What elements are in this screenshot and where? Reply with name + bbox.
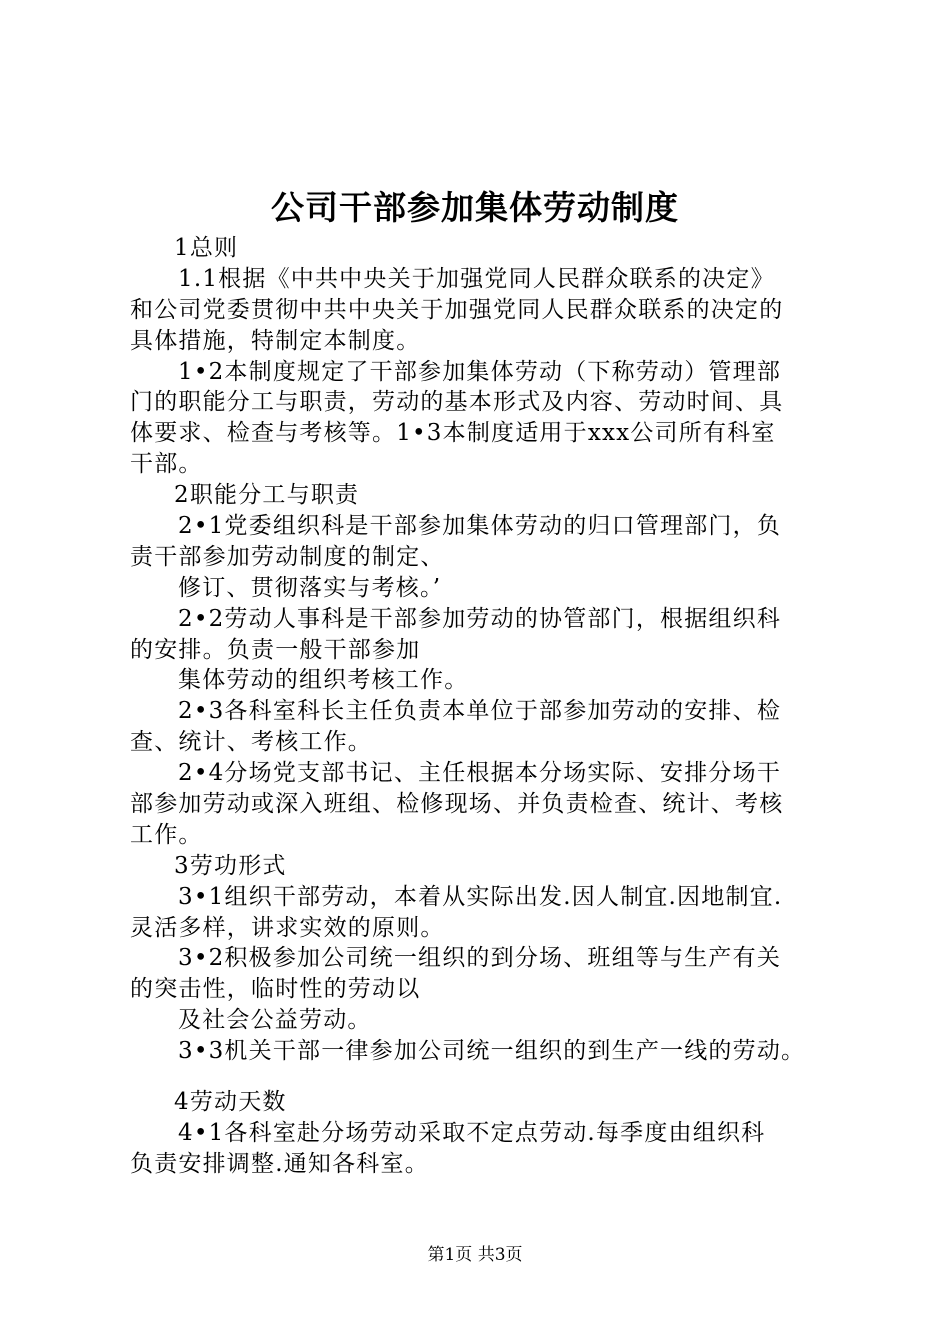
paragraph-line: 3•1组织干部劳动，本着从实际出发.因人制宜.因地制宜. xyxy=(178,883,783,910)
paragraph-line: 和公司党委贯彻中共中央关于加强党同人民群众联系的决定的 xyxy=(130,296,784,323)
paragraph-line: 查、统计、考核工作。 xyxy=(130,729,372,756)
paragraph-line: 2•2劳动人事科是干部参加劳动的协管部门，根据组织科 xyxy=(178,605,782,632)
paragraph-line: 干部。 xyxy=(130,451,203,478)
paragraph-line: 2•3各科室科长主任负责本单位于部参加劳动的安排、检 xyxy=(178,698,782,725)
section-heading-3: 3劳功形式 xyxy=(174,852,287,879)
section-heading-4: 4劳动天数 xyxy=(174,1089,287,1116)
paragraph-line: 体要求、检查与考核等。1•3本制度适用于xxx公司所有科室 xyxy=(130,420,776,447)
paragraph-line: 门的职能分工与职责，劳动的基本形式及内容、劳动时间、具 xyxy=(130,389,784,416)
document-body xyxy=(130,233,830,1180)
paragraph-line: 灵活多样，讲求实效的原则。 xyxy=(130,914,445,941)
page-footer: 第1页 共3页 xyxy=(427,1245,523,1265)
paragraph-line: 责干部参加劳动制度的制定、 xyxy=(130,543,445,570)
paragraph-line: 具体措施，特制定本制度。 xyxy=(130,327,421,354)
paragraph-line: 3•3机关干部一律参加公司统一组织的到生产一线的劳动。 xyxy=(178,1038,806,1065)
paragraph-line: 部参加劳动或深入班组、检修现场、并负责检查、统计、考核 xyxy=(130,791,784,818)
paragraph-line: 集体劳动的组织考核工作。 xyxy=(178,667,469,694)
paragraph-line: 1•2本制度规定了干部参加集体劳动（下称劳动）管理部 xyxy=(178,358,782,385)
paragraph-line: 3•2积极参加公司统一组织的到分场、班组等与生产有关 xyxy=(178,945,782,972)
paragraph-line: 4•1各科室赴分场劳动采取不定点劳动.每季度由组织科 xyxy=(178,1119,766,1146)
paragraph-spacer xyxy=(130,1067,830,1087)
document-title: 公司干部参加集体劳动制度 xyxy=(271,188,679,227)
paragraph-line: 工作。 xyxy=(130,821,203,848)
paragraph-line: 1.1根据《中共中央关于加强党同人民群众联系的决定》 xyxy=(178,265,775,292)
paragraph-line: 的安排。负责一般干部参加 xyxy=(130,636,421,663)
paragraph-line: 的突击性，临时性的劳动以 xyxy=(130,976,421,1003)
paragraph-line: 及社会公益劳动。 xyxy=(178,1007,372,1034)
paragraph-line: 2•4分场党支部书记、主任根据本分场实际、安排分场干 xyxy=(178,760,782,787)
paragraph-line: 负责安排调整.通知各科室。 xyxy=(130,1150,429,1177)
section-heading-2: 2职能分工与职责 xyxy=(174,482,360,509)
section-heading-1: 1总则 xyxy=(174,235,239,261)
paragraph-line: 修订、贯彻落实与考核。’ xyxy=(178,574,442,601)
paragraph-line: 2•1党委组织科是干部参加集体劳动的归口管理部门，负 xyxy=(178,513,782,540)
